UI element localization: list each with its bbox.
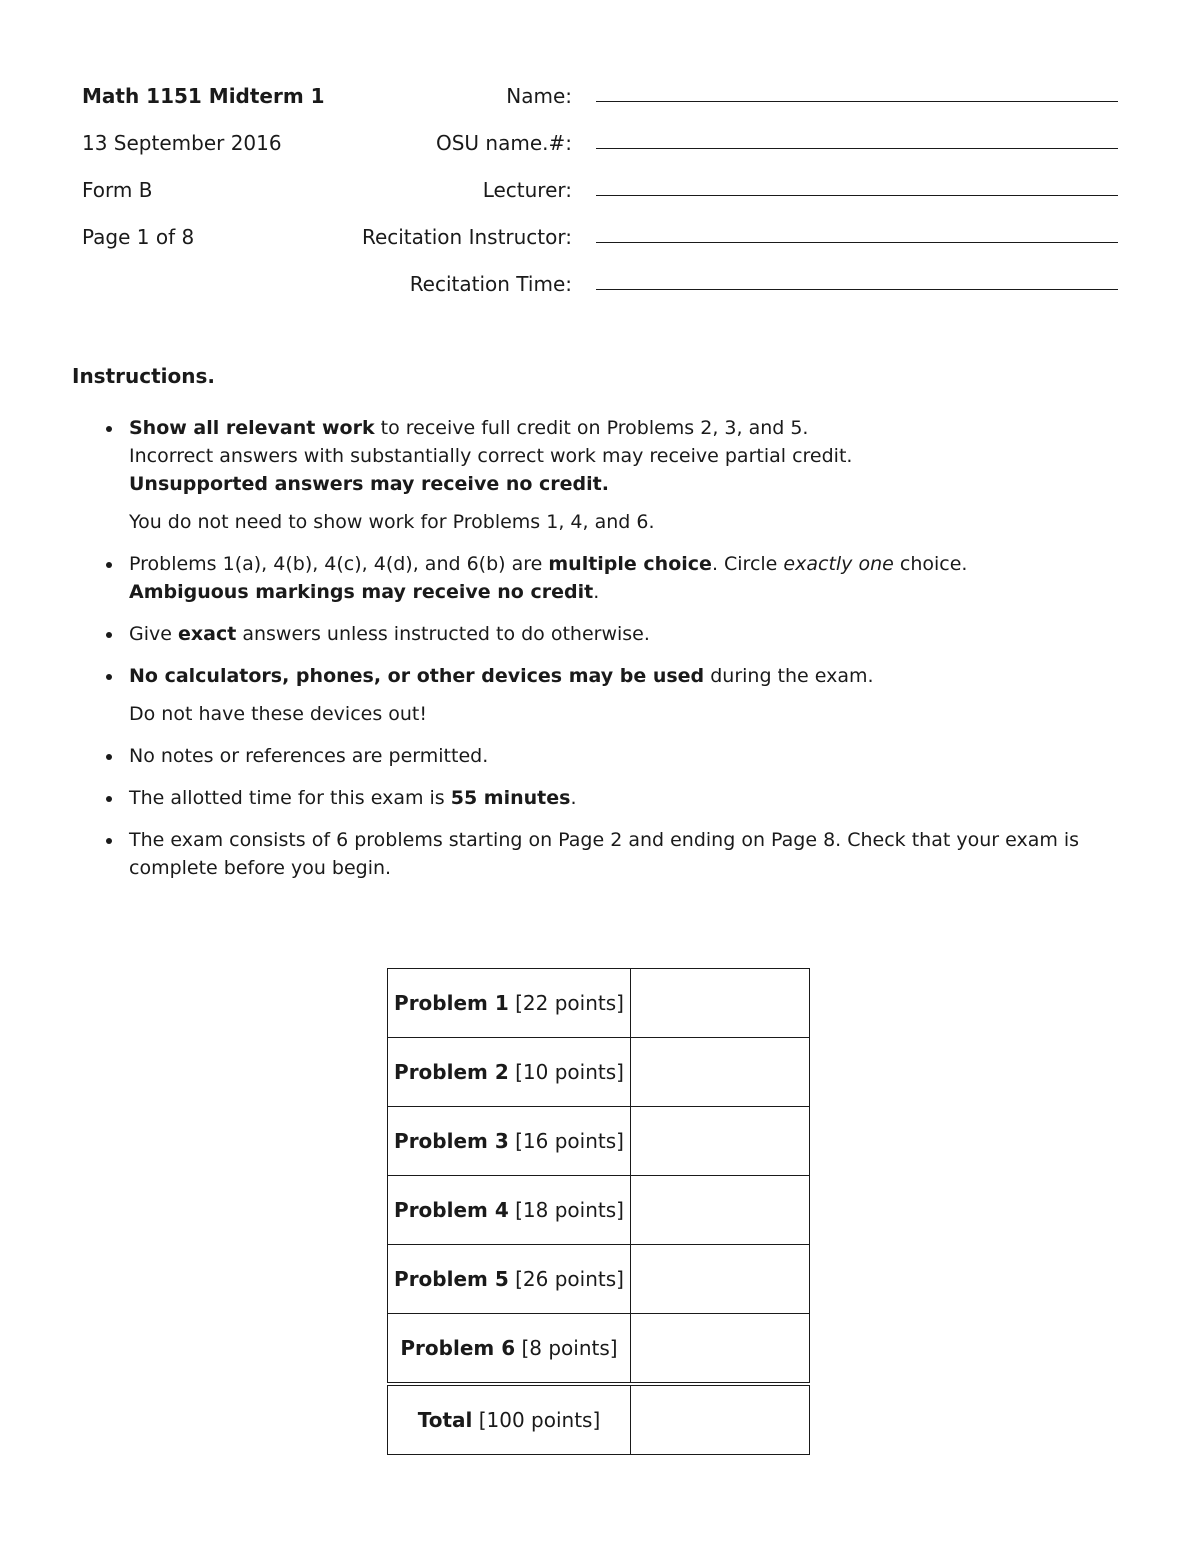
table-row bbox=[388, 1176, 810, 1245]
total-row bbox=[388, 1384, 810, 1455]
name-field[interactable] bbox=[596, 101, 1118, 102]
name-label: Name: bbox=[506, 84, 572, 108]
score-table bbox=[387, 968, 810, 1455]
lecturer-label: Lecturer: bbox=[482, 178, 572, 202]
total-label: Total [100 points] bbox=[388, 1384, 631, 1455]
problem-3-score-cell[interactable] bbox=[631, 1107, 810, 1176]
recitation-instructor-label: Recitation Instructor: bbox=[361, 225, 572, 249]
list-item: No calculators, phones, or other devices may be used during the exam. Do not have these devices out! bbox=[104, 662, 1114, 728]
table-row bbox=[388, 1107, 810, 1176]
recitation-instructor-field[interactable] bbox=[596, 242, 1118, 243]
problem-2-label: Problem 2 [10 points] bbox=[388, 1038, 631, 1107]
osu-name-label: OSU name.#: bbox=[435, 131, 572, 155]
problem-4-label: Problem 4 [18 points] bbox=[388, 1176, 631, 1245]
problem-6-score-cell[interactable] bbox=[631, 1314, 810, 1385]
list-item: Give exact answers unless instructed to do otherwise. bbox=[104, 620, 1114, 648]
course-title: Math 1151 Midterm 1 bbox=[82, 84, 325, 108]
osu-name-field[interactable] bbox=[596, 148, 1118, 149]
problem-1-label: Problem 1 [22 points] bbox=[388, 969, 631, 1038]
lecturer-field[interactable] bbox=[596, 195, 1118, 196]
problem-5-label: Problem 5 [26 points] bbox=[388, 1245, 631, 1314]
exam-date: 13 September 2016 bbox=[82, 131, 282, 155]
recitation-time-label: Recitation Time: bbox=[409, 272, 572, 296]
problem-6-label: Problem 6 [8 points] bbox=[388, 1314, 631, 1385]
problem-2-score-cell[interactable] bbox=[631, 1038, 810, 1107]
list-item: Show all relevant work to receive full credit on Problems 2, 3, and 5. Incorrect answers with substantially correct work may receive partial credit. Unsupported answers may receive no credit. You do not need to show work for Problems 1, 4, and 6. bbox=[104, 414, 1114, 536]
list-item: The allotted time for this exam is 55 minutes. bbox=[104, 784, 1114, 812]
page-number: Page 1 of 8 bbox=[82, 225, 195, 249]
instructions-title: Instructions. bbox=[72, 364, 215, 388]
list-item: No notes or references are permitted. bbox=[104, 742, 1114, 770]
table-row bbox=[388, 1245, 810, 1314]
list-item: Problems 1(a), 4(b), 4(c), 4(d), and 6(b) are multiple choice. Circle exactly one choice. Ambiguous markings may receive no credit. bbox=[104, 550, 1114, 606]
list-item: The exam consists of 6 problems starting on Page 2 and ending on Page 8. Check that your exam is complete before you begin. bbox=[104, 826, 1114, 882]
instructions-list bbox=[104, 414, 1114, 896]
recitation-time-field[interactable] bbox=[596, 289, 1118, 290]
table-row bbox=[388, 1038, 810, 1107]
problem-5-score-cell[interactable] bbox=[631, 1245, 810, 1314]
total-score-cell[interactable] bbox=[631, 1384, 810, 1455]
problem-4-score-cell[interactable] bbox=[631, 1176, 810, 1245]
table-row bbox=[388, 1314, 810, 1385]
problem-3-label: Problem 3 [16 points] bbox=[388, 1107, 631, 1176]
exam-form: Form B bbox=[82, 178, 153, 202]
problem-1-score-cell[interactable] bbox=[631, 969, 810, 1038]
table-row bbox=[388, 969, 810, 1038]
